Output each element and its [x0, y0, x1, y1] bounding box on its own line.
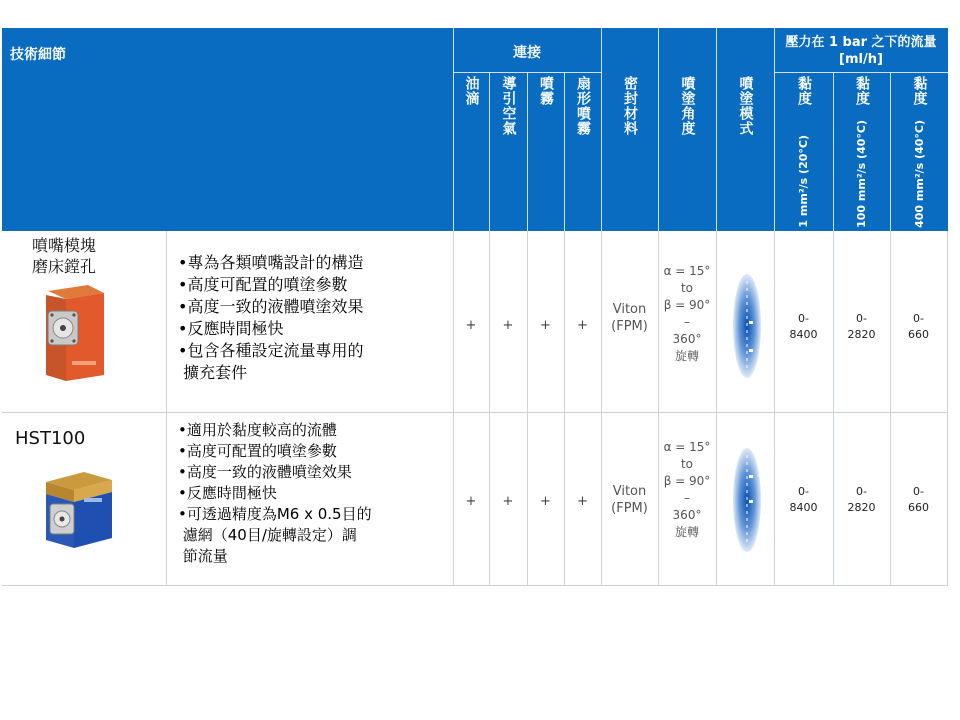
spray-angle-value: α = 15° to β = 90° – 360° 旋轉 [663, 264, 711, 363]
col-oil-drop: 油滴 [463, 76, 480, 106]
flow-group-heading: 壓力在 1 bar 之下的流量 [ml/h] [785, 35, 937, 67]
flow-1-value: 0- 8400 [789, 485, 818, 514]
oil-drop-mark: + [465, 493, 477, 509]
flow-100-value: 0- 2820 [847, 485, 876, 514]
list-item: •高度可配置的噴塗參數 [178, 275, 348, 294]
flow-1-value: 0- 8400 [789, 312, 818, 341]
col-visc-400-unit: 400 mm²/s (40°C) [912, 120, 926, 228]
spray-mist-mark: + [540, 493, 551, 509]
list-item: 濾網（40目/旋轉設定）調 [178, 526, 357, 544]
col-guide-air: 導引空氣 [500, 76, 517, 136]
guide-air-mark: + [502, 493, 514, 509]
feature-list [178, 252, 448, 384]
list-item: •包含各種設定流量專用的 [178, 341, 364, 360]
list-item: •專為各類噴嘴設計的構造 [178, 253, 364, 272]
list-item: •高度一致的液體噴塗效果 [178, 297, 364, 316]
col-visc-1-unit: 1 mm²/s (20°C) [797, 135, 810, 228]
product-name: HST100 [15, 428, 86, 449]
flow-100-value: 0- 2820 [847, 312, 876, 341]
tech-details-heading: 技術細節 [10, 47, 66, 63]
fan-spray-mark: + [577, 493, 588, 509]
list-item: •反應時間極快 [178, 484, 277, 502]
list-item: •適用於黏度較高的流體 [178, 421, 337, 439]
table-row [2, 231, 948, 412]
spray-mist-mark: + [540, 317, 551, 333]
col-spray-mist: 噴霧 [538, 76, 554, 106]
list-item: 節流量 [178, 547, 228, 565]
col-visc-100-unit: 100 mm²/s (40°C) [855, 120, 868, 228]
seal-material-value: Viton (FPM) [611, 302, 648, 334]
nozzle-block-image [38, 283, 108, 388]
col-viscosity-1: 黏度 [796, 76, 812, 106]
spray-angle-value: α = 15° to β = 90° – 360° 旋轉 [663, 440, 711, 539]
table-row [2, 413, 948, 585]
fan-spray-mark: + [577, 317, 588, 333]
feature-list [178, 420, 448, 567]
col-seal-material: 密封材料 [622, 76, 638, 136]
col-spray-angle: 噴塗角度 [679, 76, 696, 136]
hst100-block-image [40, 468, 118, 553]
flow-400-value: 0- 660 [908, 312, 929, 341]
col-viscosity-3: 黏度 [911, 76, 928, 106]
guide-air-mark: + [502, 317, 514, 333]
list-item: •高度可配置的噴塗參數 [178, 442, 337, 460]
seal-material-value: Viton (FPM) [611, 484, 648, 516]
spray-pattern-icon [730, 271, 764, 381]
list-item: •可透過精度為M6 x 0.5目的 [178, 505, 372, 523]
oil-drop-mark: + [465, 317, 477, 333]
col-spray-mode: 噴塗模式 [737, 76, 754, 136]
flow-400-value: 0- 660 [908, 485, 929, 514]
col-viscosity-2: 黏度 [854, 76, 870, 106]
list-item: •高度一致的液體噴塗效果 [178, 463, 352, 481]
list-item: •反應時間極快 [178, 319, 284, 338]
list-item: 擴充套件 [178, 363, 248, 382]
product-name: 噴嘴模塊 磨床鏜孔 [32, 236, 97, 276]
col-fan-spray: 扇形噴霧 [575, 76, 591, 136]
connection-heading: 連接 [513, 45, 541, 61]
spray-pattern-icon [730, 445, 764, 555]
